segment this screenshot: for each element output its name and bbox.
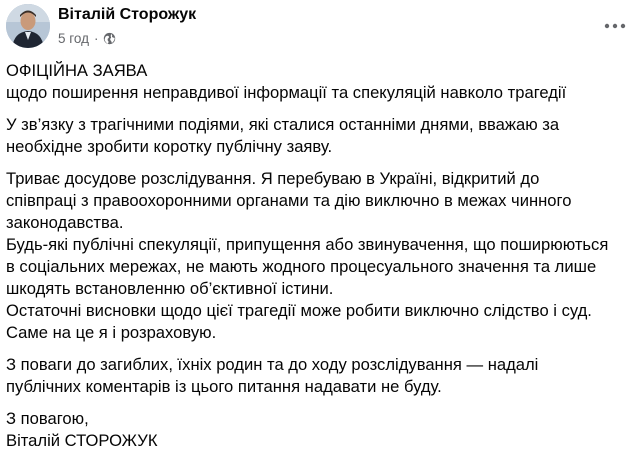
globe-icon bbox=[103, 32, 116, 45]
post-paragraph-title: ОФІЦІЙНА ЗАЯВА щодо поширення неправдивої інформації та спекуляцій навколо трагедії bbox=[6, 61, 567, 102]
post-paragraph-main: Триває досудове розслідування. Я перебуваю в Україні, відкритий до співпраці з правоохоронними органами та дію виключно в межах чинного законодавства. Будь-які публічні спекуляції, припущення або звинувачення, що поширюються в соціальних мережах, не мають жодного процесуального значення та лише шкодять встановленню об’єктивної істини. Остаточні висновки щодо цієї трагедії може робити виключно слідство і суд. Саме на це я і розраховую. bbox=[6, 169, 609, 342]
post-paragraph-signature: З повагою, Віталій СТОРОЖУК bbox=[6, 409, 158, 450]
post-header bbox=[6, 4, 634, 52]
author-name[interactable]: Віталій Сторожук bbox=[58, 6, 197, 23]
meta-separator: · bbox=[93, 31, 99, 46]
more-options-icon[interactable] bbox=[600, 14, 630, 38]
avatar-image bbox=[6, 4, 50, 48]
post-body bbox=[6, 60, 634, 462]
post-time[interactable]: 5 год bbox=[58, 31, 89, 46]
avatar[interactable] bbox=[6, 4, 50, 48]
post-meta bbox=[58, 31, 116, 46]
post-paragraph-intro: У зв’язку з трагічними подіями, які сталися останніми днями, вважаю за необхідне зробити коротку публічну заяву. bbox=[6, 115, 560, 156]
post-paragraph-respect: З поваги до загиблих, їхніх родин та до ходу розслідування — надалі публічних коментарів із цього питання надавати не буду. bbox=[6, 355, 539, 396]
